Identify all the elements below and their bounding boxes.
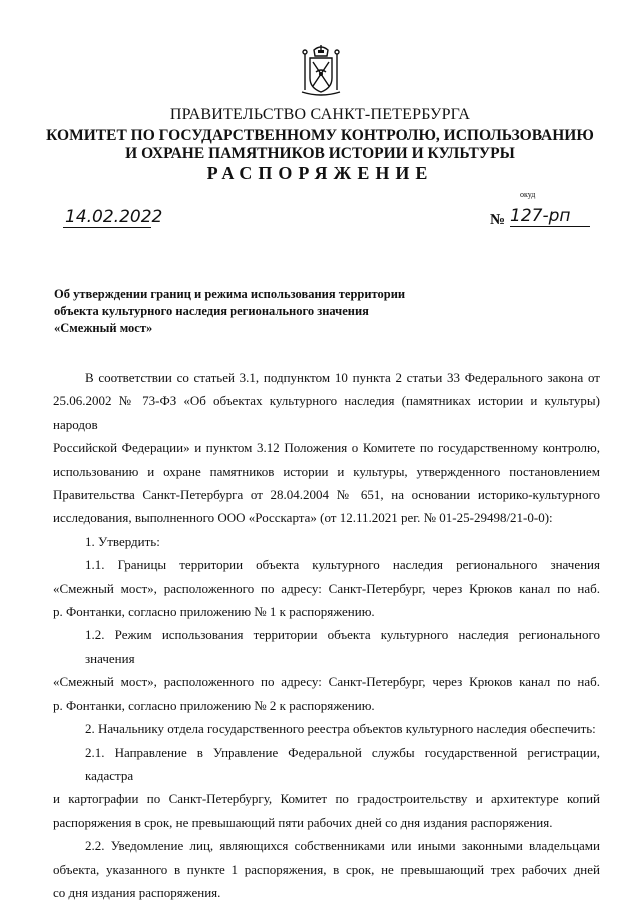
body-line: р. Фонтанки, согласно приложению № 2 к распоряжению. (53, 697, 375, 713)
body-line: 2. Начальнику отдела государственного реестра объектов культурного наследия обеспечить: (85, 721, 596, 737)
committee-name-line-2: И ОХРАНЕ ПАМЯТНИКОВ ИСТОРИИ И КУЛЬТУРЫ (125, 145, 515, 162)
body-line: 1.2. Режим использования территории объекта культурного наследия регионального значения (85, 627, 600, 666)
subject-line: «Смежный мост» (54, 321, 153, 335)
body-line: исследования, выполненного ООО «Росскарта» (от 12.11.2021 рег. № 01-25-29498/21-0-0): (53, 510, 553, 526)
subject-line: объекта культурного наследия регионального значения (54, 304, 369, 318)
body-line: Правительства Санкт-Петербурга от 28.04.2004 № 651, на основании историко-культурного (53, 487, 600, 503)
body-line: В соответствии со статьей 3.1, подпунктом 10 пункта 2 статьи 33 Федерального закона от (85, 370, 600, 385)
body-line: объекта, указанного в пункте 1 распоряжения, в срок, не превышающий трех рабочих дней (53, 861, 600, 877)
body-line: 2.1. Направление в Управление Федеральной службы государственной регистрации, кадастра (85, 744, 600, 783)
document-number: 127-рп (510, 206, 590, 227)
number-sign: № (490, 212, 506, 228)
subject-line: Об утверждении границ и режима использования территории (54, 287, 406, 301)
body-line: «Смежный мост», расположенного по адресу: Санкт-Петербург, через Крюков канал по наб. (53, 674, 600, 690)
body-line: 2.2. Уведомление лиц, являющихся собственниками или иными законными владельцами (85, 838, 600, 854)
body-line: р. Фонтанки, согласно приложению № 1 к распоряжению. (53, 604, 375, 620)
body-line: использованию и охране памятников истории и культуры, утвержденного постановлением (53, 463, 600, 479)
body-line: Российской Федерации» и пунктом 3.12 Положения о Комитете по государственному контролю, (53, 440, 600, 456)
government-name: ПРАВИТЕЛЬСТВО САНКТ-ПЕТЕРБУРГА (169, 106, 471, 123)
document-type: РАСПОРЯЖЕНИЕ (206, 163, 434, 183)
body-line: 1.1. Границы территории объекта культурного наследия регионального значения (85, 557, 600, 573)
document-body (53, 366, 600, 904)
body-line: и картографии по Санкт-Петербургу, Комитет по градостроительству и архитектуре копий (53, 791, 600, 807)
document-subject (54, 286, 405, 337)
st-petersburg-coat-of-arms-icon (296, 44, 346, 98)
body-line: 25.06.2002 № 73-ФЗ «Об объектах культурного наследия (памятниках истории и культуры) народов (53, 393, 600, 432)
okud-label: окуд (520, 190, 536, 199)
committee-name-line-1: КОМИТЕТ ПО ГОСУДАРСТВЕННОМУ КОНТРОЛЮ, ИСПОЛЬЗОВАНИЮ (46, 127, 594, 144)
document-date: 14.02.2022 (65, 207, 163, 227)
body-line: 1. Утвердить: (85, 533, 160, 549)
body-line: со дня издания распоряжения. (53, 884, 221, 900)
body-line: распоряжения в срок, не превышающий пяти рабочих дней со дня издания распоряжения. (53, 814, 553, 830)
body-line: «Смежный мост», расположенного по адресу: Санкт-Петербург, через Крюков канал по наб. (53, 580, 600, 596)
